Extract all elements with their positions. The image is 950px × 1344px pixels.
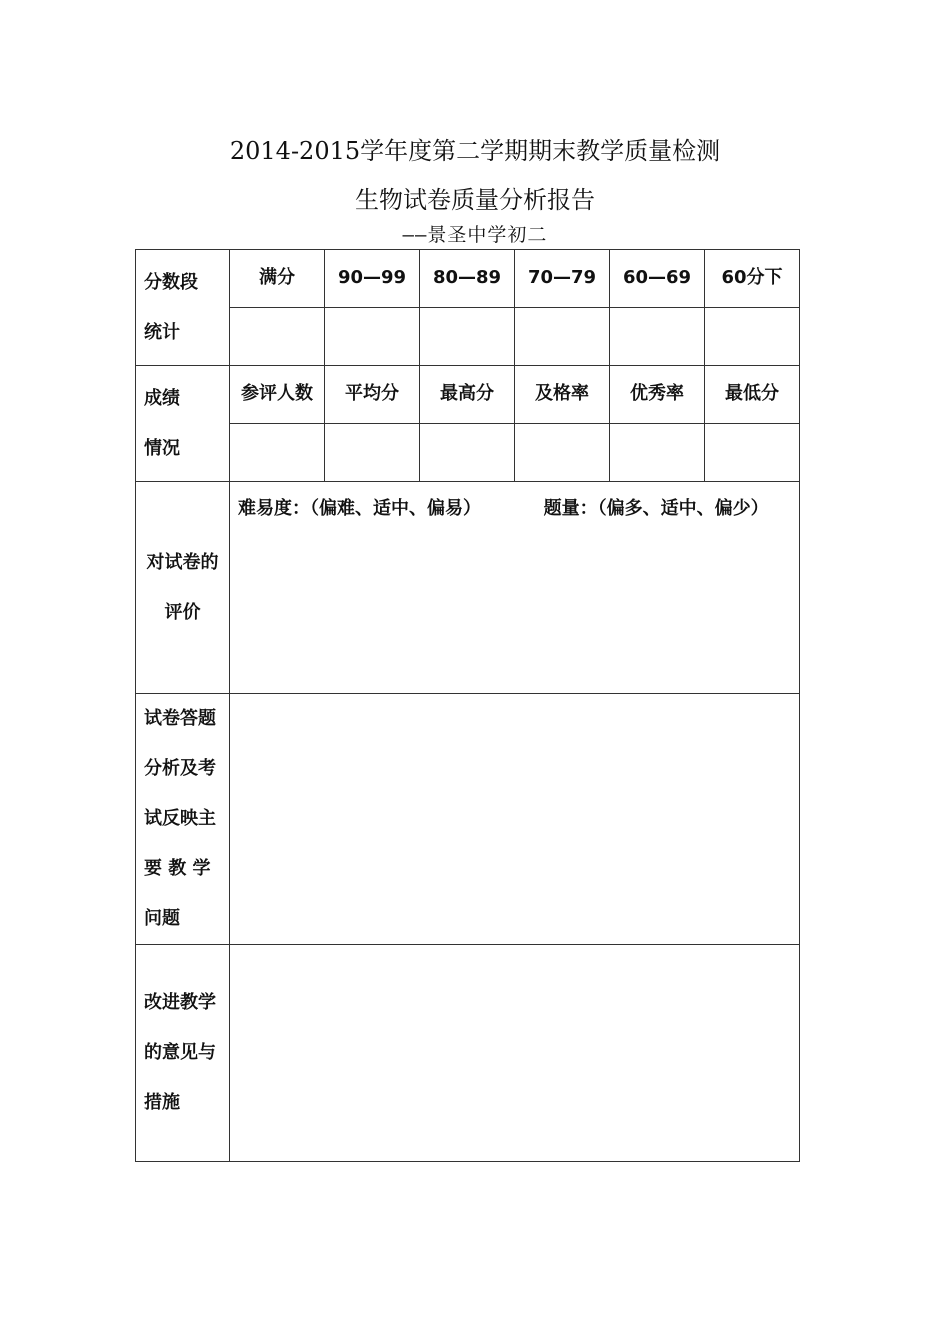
score-stats-label — [136, 250, 230, 366]
report-title-line1: 2014-2015学年度第二学期期末教学质量检测 — [229, 137, 721, 165]
results-label-line: 成绩 — [144, 387, 180, 409]
results-header: 优秀率 — [610, 366, 705, 424]
improvement-content-cell[interactable] — [230, 945, 800, 1162]
analysis-label-line: 分析及考 — [144, 758, 216, 779]
score-range-header: 90—99 — [325, 250, 420, 308]
school-subtitle: ——景圣中学初二 — [402, 224, 548, 246]
score-range-count-cell[interactable] — [610, 308, 705, 366]
score-stats-label-line: 分数段 — [144, 271, 198, 293]
score-range-header: 满分 — [230, 250, 325, 308]
improvement-label-line: 改进教学 — [144, 992, 216, 1013]
score-range-header: 60—69 — [610, 250, 705, 308]
analysis-label-line: 试卷答题 — [144, 708, 216, 729]
score-range-count-cell[interactable] — [515, 308, 610, 366]
improvement-label-line: 措施 — [144, 1092, 180, 1113]
results-value-cell[interactable] — [610, 424, 705, 482]
evaluation-cell[interactable] — [230, 482, 800, 694]
results-label-line: 情况 — [144, 437, 180, 459]
results-label — [136, 366, 230, 482]
analysis-label-line: 要 教 学 — [144, 858, 211, 879]
results-header: 最低分 — [705, 366, 800, 424]
analysis-label-line: 问题 — [144, 908, 180, 929]
results-value-cell[interactable] — [325, 424, 420, 482]
improvement-label-line: 的意见与 — [144, 1042, 216, 1063]
improvement-label — [136, 945, 230, 1162]
quantity-text: 题量：（偏多、适中、偏少） — [543, 498, 769, 519]
score-range-count-cell[interactable] — [705, 308, 800, 366]
results-value-cell[interactable] — [230, 424, 325, 482]
results-value-cell[interactable] — [420, 424, 515, 482]
analysis-content-cell[interactable] — [230, 694, 800, 945]
analysis-label-line: 试反映主 — [144, 808, 216, 829]
report-title-line2: 生物试卷质量分析报告 — [355, 186, 595, 214]
evaluation-label-line: 对试卷的 — [146, 551, 219, 573]
results-header: 参评人数 — [230, 366, 325, 424]
score-range-header: 80—89 — [420, 250, 515, 308]
score-range-count-cell[interactable] — [325, 308, 420, 366]
results-value-cell[interactable] — [515, 424, 610, 482]
results-header: 平均分 — [325, 366, 420, 424]
results-header: 最高分 — [420, 366, 515, 424]
score-range-header: 70—79 — [515, 250, 610, 308]
score-range-count-cell[interactable] — [420, 308, 515, 366]
score-stats-label-line: 统计 — [144, 321, 180, 343]
analysis-table — [135, 249, 800, 1162]
score-range-header: 60分下 — [705, 250, 800, 308]
results-value-cell[interactable] — [705, 424, 800, 482]
evaluation-label-line: 评价 — [164, 601, 201, 623]
difficulty-text: 难易度：（偏难、适中、偏易） — [238, 498, 481, 519]
evaluation-label — [136, 482, 230, 694]
results-header: 及格率 — [515, 366, 610, 424]
score-range-count-cell[interactable] — [230, 308, 325, 366]
analysis-label — [136, 694, 230, 945]
